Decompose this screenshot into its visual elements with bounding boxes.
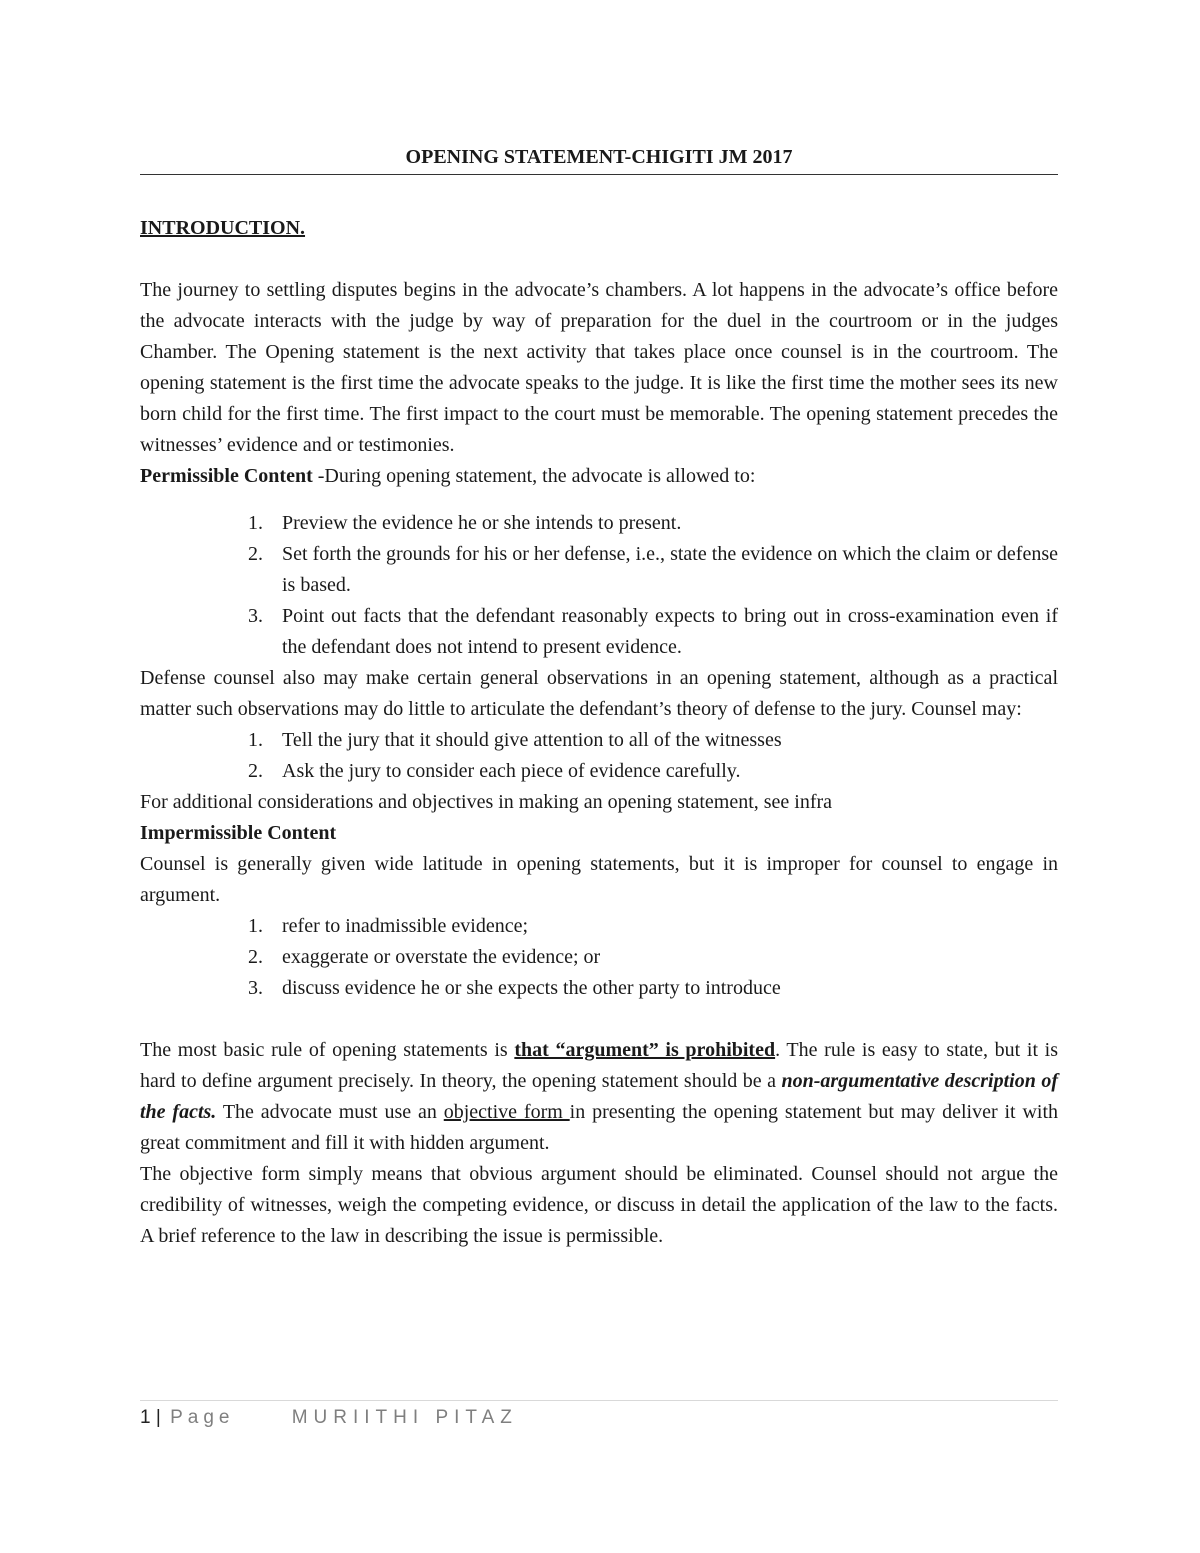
objective-form-paragraph: The objective form simply means that obvious argument should be eliminated. Counsel should not argue the credibility of witnesses, weigh the competing evidence, or discuss in detail the application of the law to the facts. A brief reference to the law in describing the issue is permissible. <box>140 1163 1058 1247</box>
list-item: 2. exaggerate or overstate the evidence; or <box>248 946 601 968</box>
page-number: 1 <box>140 1407 151 1428</box>
introduction-paragraph: The journey to settling disputes begins in the advocate’s chambers. A lot happens in the advocate’s office before the advocate interacts with the judge by way of preparation for the duel in the courtroom or in the judges Chamber. The Opening statement is the next activity that takes place once counsel is in the courtroom. The opening statement is the first time the advocate speaks to the judge. It is like the first time the mother sees its new born child for the first time. The first impact to the court must be memorable. The opening statement precedes the witnesses’ evidence and or testimonies. <box>140 279 1058 456</box>
list-item: 1. Preview the evidence he or she intends to present. <box>248 512 682 534</box>
counsel-may-list <box>140 725 1058 787</box>
impermissible-content-heading: Impermissible Content <box>140 822 337 844</box>
footer-separator: | <box>155 1407 161 1428</box>
list-item: 1. refer to inadmissible evidence; <box>248 915 529 937</box>
footer-text <box>140 1407 1058 1429</box>
permissible-content-label: Permissible Content <box>140 465 313 487</box>
objective-form-emphasis: objective form <box>443 1101 570 1123</box>
introduction-heading: INTRODUCTION. <box>140 217 306 239</box>
permissible-list <box>140 508 1058 663</box>
defense-counsel-paragraph: Defense counsel also may make certain general observations in an opening statement, although as a practical matter such observations may do little to articulate the defendant’s theory of defense to the jury. Counsel may: <box>140 667 1058 720</box>
list-item: 2. Ask the jury to consider each piece of evidence carefully. <box>248 760 741 782</box>
additional-considerations-line: For additional considerations and objectives in making an opening statement, see infra <box>140 791 833 813</box>
permissible-content-text: -During opening statement, the advocate is allowed to: <box>312 465 756 487</box>
document-title: OPENING STATEMENT-CHIGITI JM 2017 <box>140 140 1058 175</box>
document-body <box>140 140 1058 1252</box>
list-item: 1. Tell the jury that it should give attention to all of the witnesses <box>248 729 782 751</box>
basic-rule-paragraph: The most basic rule of opening statements is that “argument” is prohibited. The rule is easy to state, but it is hard to define argument precisely. In theory, the opening statement should be a non-argumentative description of the facts. The advocate must use an objective form in presenting the opening statement but may deliver it with great commitment and fill it with hidden argument. <box>140 1039 1059 1154</box>
impermissible-content-paragraph: Counsel is generally given wide latitude in opening statements, but it is improper for counsel to engage in argument. <box>140 853 1058 906</box>
page-label: Page <box>170 1407 235 1428</box>
page-footer <box>140 1400 1058 1429</box>
list-item: 3. discuss evidence he or she expects the other party to introduce <box>248 977 781 999</box>
permissible-content-paragraph <box>140 461 1058 492</box>
impermissible-list <box>140 911 1058 1004</box>
list-item: 3. Point out facts that the defendant reasonably expects to bring out in cross-examination even if the defendant does not intend to present evidence. <box>248 605 1058 658</box>
footer-author: MURIITHI PITAZ <box>291 1407 518 1428</box>
list-item: 2. Set forth the grounds for his or her defense, i.e., state the evidence on which the claim or defense is based. <box>248 543 1058 596</box>
non-argumentative-emphasis: non-argumentative description of the facts. <box>140 1070 1058 1123</box>
argument-prohibited-emphasis: that “argument” is prohibited <box>514 1039 776 1061</box>
